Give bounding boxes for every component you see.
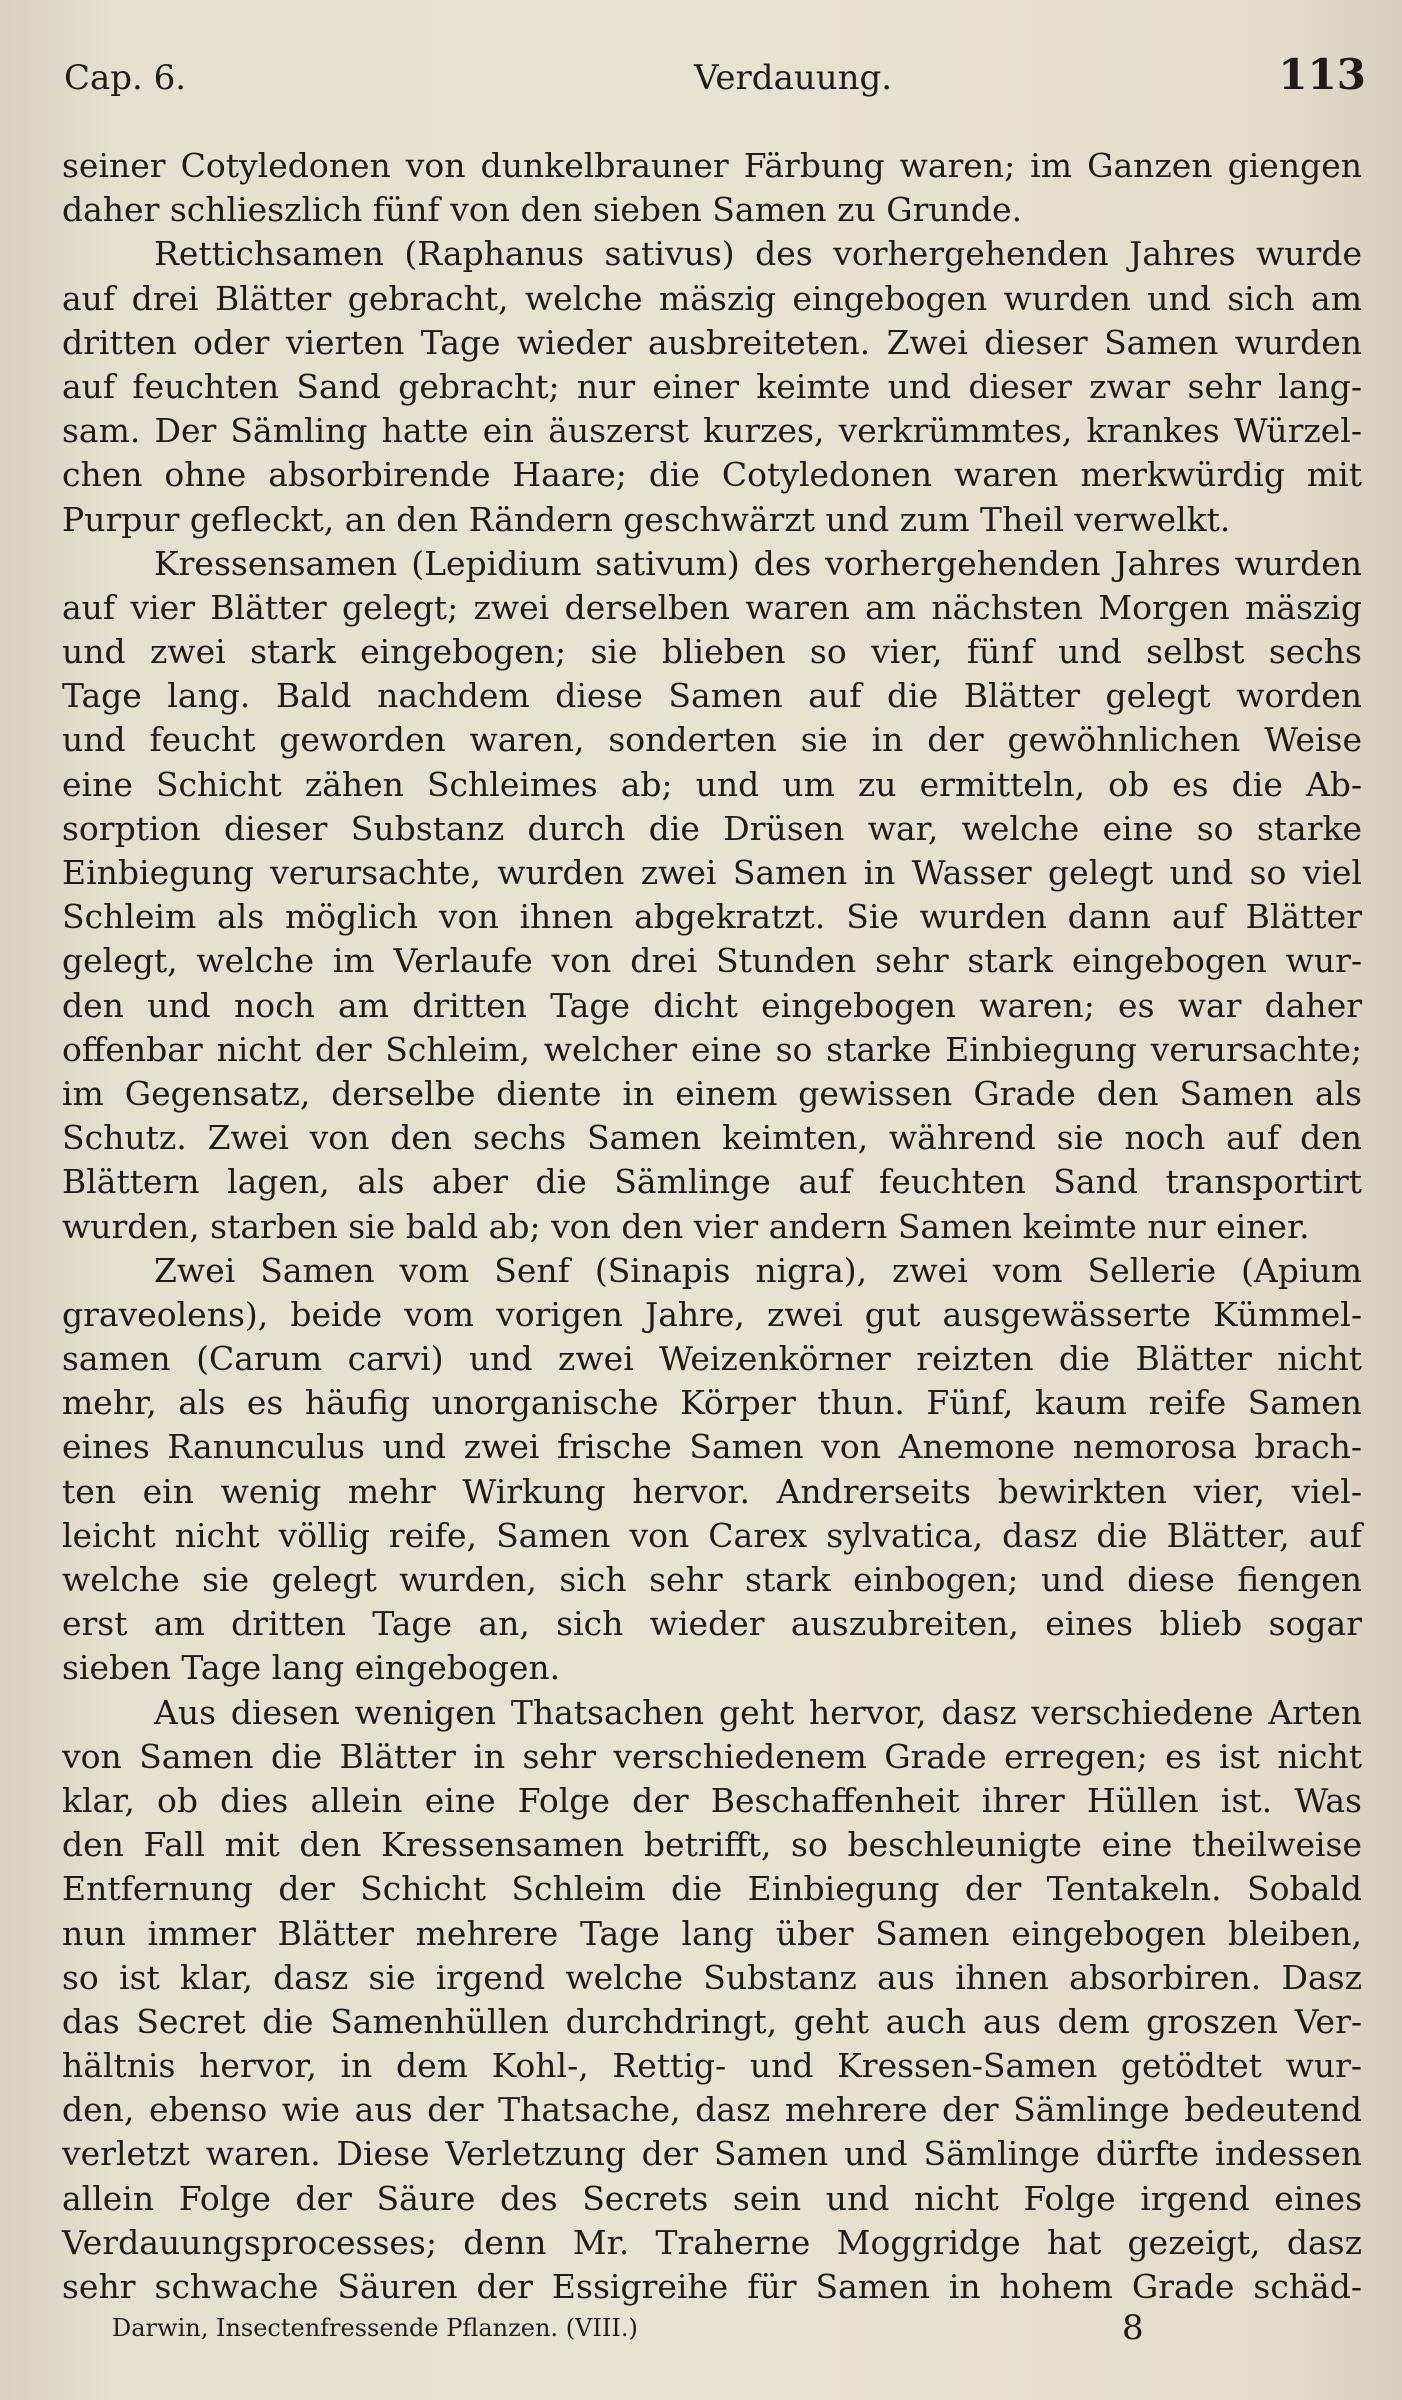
text-line: auf vier Blätter gelegt; zwei derselben waren am nächsten Morgen mäszig [62, 587, 1362, 627]
text-line: offenbar nicht der Schleim, welcher eine so starke Einbiegung verursachte; [62, 1029, 1362, 1069]
text-line: ten ein wenig mehr Wirkung hervor. Andrerseits bewirkten vier, viel- [62, 1471, 1362, 1511]
text-line: chen ohne absorbirende Haare; die Cotyledonen waren merkwürdig mit [62, 455, 1362, 495]
text-line: und zwei stark eingebogen; sie blieben so vier, fünf und selbst sechs [62, 632, 1362, 672]
text-line: Purpur gefleckt, an den Rändern geschwärzt und zum Theil verwelkt. [62, 499, 1231, 539]
text-line: Zwei Samen vom Senf (Sinapis nigra), zwei vom Sellerie (Apium [154, 1250, 1362, 1290]
text-line: daher schlieszlich fünf von den sieben Samen zu Grunde. [62, 190, 1023, 230]
text-line: eines Ranunculus und zwei frische Samen von Anemone nemorosa brach- [62, 1427, 1362, 1467]
text-line: allein Folge der Säure des Secrets sein und nicht Folge irgend eines [62, 2178, 1362, 2218]
text-line: welche sie gelegt wurden, sich sehr stark einbogen; und diese fiengen [62, 1560, 1362, 1599]
page-footer [112, 2308, 1312, 2358]
running-title: Verdauung. [694, 58, 893, 98]
running-header [64, 50, 1366, 110]
chapter-label: Cap. 6. [64, 58, 187, 98]
text-line: erst am dritten Tage an, sich wieder auszubreiten, eines blieb sogar [62, 1604, 1362, 1644]
text-line: nun immer Blätter mehrere Tage lang über Samen eingebogen bleiben, [62, 1913, 1362, 1953]
text-line: so ist klar, dasz sie irgend welche Substanz aus ihnen absorbiren. Dasz [62, 1957, 1362, 1997]
text-line: leicht nicht völlig reife, Samen von Carex sylvatica, dasz die Blätter, auf [62, 1515, 1362, 1555]
text-line: sieben Tage lang eingebogen. [62, 1648, 561, 1688]
text-line: graveolens), beide vom vorigen Jahre, zwei gut ausgewässerte Kümmel- [62, 1294, 1362, 1334]
text-line: Kressensamen (Lepidium sativum) des vorhergehenden Jahres wurden [154, 543, 1362, 583]
text-line: Entfernung der Schicht Schleim die Einbiegung der Tentakeln. Sobald [62, 1869, 1362, 1909]
text-line: sam. Der Sämling hatte ein äuszerst kurzes, verkrümmtes, krankes Würzel- [62, 411, 1362, 451]
text-line: das Secret die Samenhüllen durchdringt, geht auch aus dem groszen Ver- [62, 2001, 1362, 2041]
text-line: den Fall mit den Kressensamen betrifft, so beschleunigte eine theilweise [62, 1825, 1362, 1865]
text-line: seiner Cotyledonen von dunkelbrauner Färbung waren; im Ganzen giengen [62, 146, 1362, 185]
text-line: hältnis hervor, in dem Kohl-, Rettig- und Kressen-Samen getödtet wur- [62, 2046, 1362, 2086]
text-line: Schleim als möglich von ihnen abgekratzt. Sie wurden dann auf Blätter [62, 897, 1362, 937]
text-line: sehr schwache Säuren der Essigreihe für Samen in hohem Grade schäd- [62, 2267, 1362, 2306]
page-number: 113 [1278, 50, 1366, 99]
text-line: sorption dieser Substanz durch die Drüsen war, welche eine so starke [62, 808, 1362, 848]
text-line: klar, ob dies allein eine Folge der Beschaffenheit ihrer Hüllen ist. Was [62, 1780, 1362, 1820]
text-line: samen (Carum carvi) und zwei Weizenkörner reizten die Blätter nicht [62, 1339, 1362, 1379]
text-line: Blättern lagen, als aber die Sämlinge auf feuchten Sand transportirt [62, 1162, 1362, 1202]
text-line: eine Schicht zähen Schleimes ab; und um zu ermitteln, ob es die Ab- [62, 764, 1362, 804]
text-line: den und noch am dritten Tage dicht eingebogen waren; es war daher [62, 985, 1362, 1025]
text-line: Tage lang. Bald nachdem diese Samen auf die Blätter gelegt worden [62, 676, 1362, 716]
printer-signature: Darwin, Insectenfressende Pflanzen. (VIII.) [112, 2314, 638, 2342]
sheet-number: 8 [1122, 2308, 1144, 2348]
text-line: im Gegensatz, derselbe diente in einem gewissen Grade den Samen als [62, 1073, 1362, 1113]
text-line: auf feuchten Sand gebracht; nur einer keimte und dieser zwar sehr lang- [62, 366, 1362, 406]
text-line: gelegt, welche im Verlaufe von drei Stunden sehr stark eingebogen wur- [62, 941, 1362, 981]
text-line: den, ebenso wie aus der Thatsache, dasz mehrere der Sämlinge bedeutend [62, 2090, 1362, 2130]
text-line: Schutz. Zwei von den sechs Samen keimten, während sie noch auf den [62, 1118, 1362, 1158]
text-line: wurden, starben sie bald ab; von den vier andern Samen keimte nur einer. [62, 1206, 1310, 1246]
text-line: verletzt waren. Diese Verletzung der Samen und Sämlinge dürfte indessen [62, 2134, 1362, 2174]
text-line: von Samen die Blätter in sehr verschiedenem Grade erregen; es ist nicht [62, 1736, 1362, 1776]
text-line: dritten oder vierten Tage wieder ausbreiteten. Zwei dieser Samen wurden [62, 322, 1362, 362]
text-line: und feucht geworden waren, sonderten sie in der gewöhnlichen Weise [62, 720, 1362, 760]
text-line: Einbiegung verursachte, wurden zwei Samen in Wasser gelegt und so viel [62, 853, 1362, 892]
text-line: mehr, als es häufig unorganische Körper thun. Fünf, kaum reife Samen [62, 1383, 1362, 1423]
text-line: Verdauungsprocesses; denn Mr. Traherne Moggridge hat gezeigt, dasz [62, 2222, 1362, 2262]
text-line: Rettichsamen (Raphanus sativus) des vorhergehenden Jahres wurde [154, 234, 1362, 274]
body-text [62, 144, 1362, 2309]
text-line: Aus diesen wenigen Thatsachen geht hervor, dasz verschiedene Arten [154, 1692, 1362, 1732]
text-line: auf drei Blätter gebracht, welche mäszig eingebogen wurden und sich am [62, 278, 1362, 318]
